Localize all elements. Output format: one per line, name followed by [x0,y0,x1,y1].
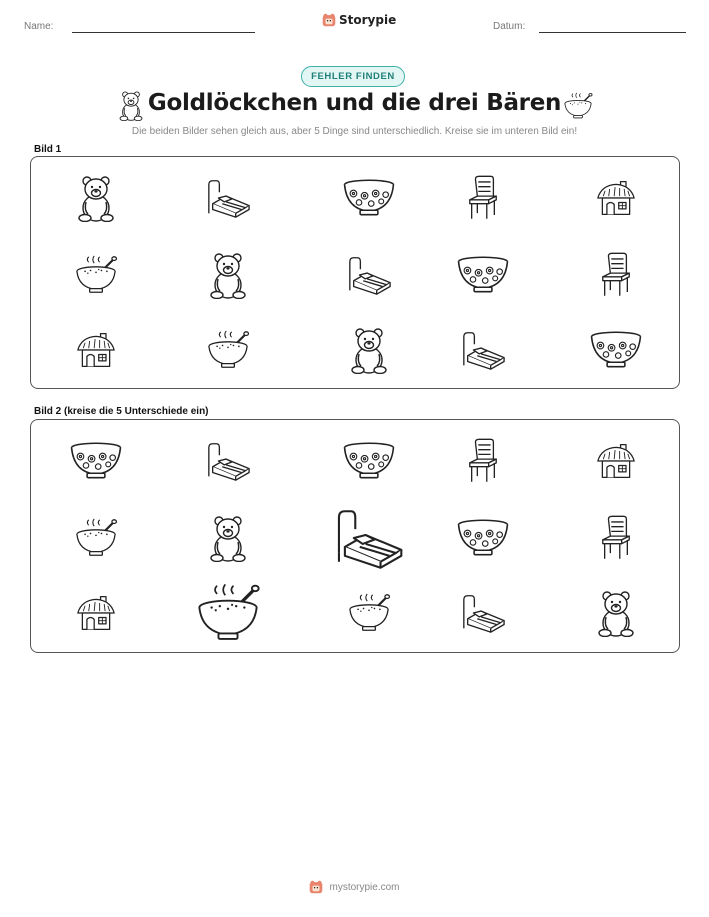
picture1-label: Bild 1 [34,144,62,155]
instructions: Die beiden Bilder sehen gleich aus, aber 5 Dinge sind unterschiedlich. Kreise sie im unteren Bild ein! [131,126,578,137]
picture1-cell [60,165,132,231]
picture1-cell [333,317,405,383]
bed-icon [205,441,251,481]
picture1-cell [192,242,264,308]
picture1-cell [580,165,652,231]
picture2-cell[interactable] [192,505,264,571]
bowl-icon [342,178,396,218]
category-badge: FEHLER FINDEN [301,66,405,87]
cottage-icon [76,594,116,632]
picture1-cell [580,242,652,308]
picture1-cell [60,317,132,383]
bear-icon [349,326,389,374]
picture2-cell[interactable] [60,505,132,571]
bowl-icon [69,441,123,481]
picture2-cell[interactable] [333,505,405,571]
picture2-cell[interactable] [447,428,519,494]
bear-icon [76,174,116,222]
picture1-cell [192,165,264,231]
picture2-cell[interactable] [580,505,652,571]
page-title: Goldlöckchen und die drei Bären [147,90,562,116]
cottage-icon [76,331,116,369]
name-label: Name: [24,21,54,32]
picture2-cell[interactable] [192,428,264,494]
bed-icon [346,255,392,295]
picture2-cell[interactable] [580,428,652,494]
bed-icon [460,330,506,370]
bowl-icon [456,518,510,558]
picture2-cell[interactable] [447,580,519,646]
picture2-cell[interactable] [60,580,132,646]
bowl-icon [456,255,510,295]
picture2-cell[interactable] [333,580,405,646]
bed-icon [205,178,251,218]
chair-icon [466,174,500,222]
picture1-cell [333,165,405,231]
picture2-cell[interactable] [580,580,652,646]
chair-icon [599,514,633,562]
bowl-icon [589,330,643,370]
picture1-cell [447,317,519,383]
porridge-decor-icon [563,92,593,120]
bear-icon [208,251,248,299]
picture2-cell[interactable] [333,428,405,494]
footer-url: mystorypie.com [329,881,400,893]
cottage-icon [596,442,636,480]
picture1-cell [447,165,519,231]
brand-name: Storypie [339,13,397,27]
picture2-frame[interactable] [30,419,680,653]
picture1-cell [333,242,405,308]
chair-icon [599,251,633,299]
cottage-icon [596,179,636,217]
picture1-cell [192,317,264,383]
brand-logo [322,13,396,27]
date-line[interactable] [539,32,686,33]
bowl-icon [342,441,396,481]
storypie-logo-icon [322,13,336,27]
porridge-icon [74,255,118,295]
name-line[interactable] [72,32,255,33]
bear-icon [596,589,636,637]
picture1-cell [60,242,132,308]
picture2-cell[interactable] [60,428,132,494]
picture2-cell[interactable] [192,580,264,646]
porridge-icon [195,583,261,643]
porridge-icon [347,593,391,633]
chair-icon [466,437,500,485]
bear-icon [208,514,248,562]
picture2-cell[interactable] [447,505,519,571]
picture1-frame [30,156,680,389]
picture1-cell [447,242,519,308]
footer [0,880,709,894]
storypie-footer-logo-icon [309,880,323,894]
bed-icon [333,507,404,569]
bed-icon [460,593,506,633]
picture2-label: Bild 2 (kreise die 5 Unterschiede ein) [34,406,209,417]
date-label: Datum: [493,21,526,32]
porridge-icon [206,330,250,370]
picture1-cell [580,317,652,383]
porridge-icon [74,518,118,558]
